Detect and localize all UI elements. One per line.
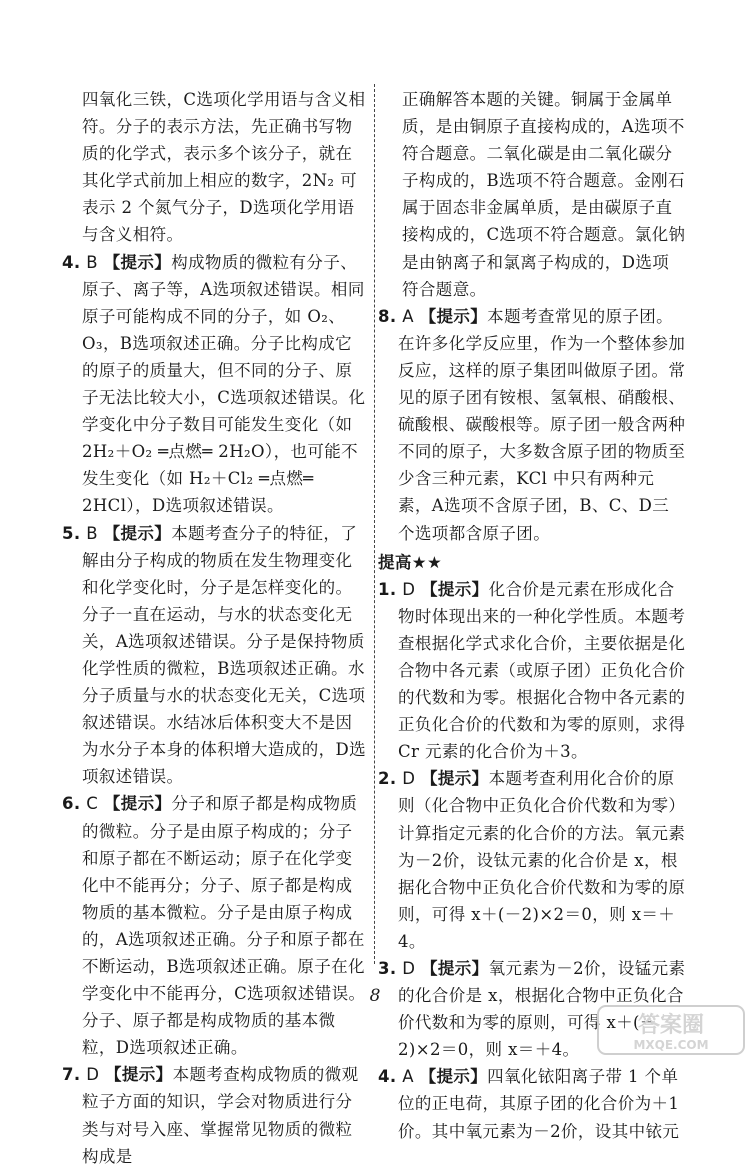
answer-item-1: 1. D 【提示】化合价是元素在形成化合物时体现出来的一种化学性质。本题考查根据化学式求化合价，主要依据是化合物中各元素（或原子团）正负化合价的代数和为零。根据化合物中各元素的正负化合价的代数和为零的原则，求得 Cr 元素的化合价为＋3。 — [378, 579, 686, 762]
answer-item-4b: 4. A 【提示】四氧化铱阳离子带 1 个单位的正电荷，其原子团的化合价为＋1价。其中氧元素为－2价，设其中铱元 — [378, 1067, 680, 1141]
answer-item-5: 5. B 【提示】本题考查分子的特征，了解由分子构成的物质在发生物理变化和化学变化时，分子是怎样变化的。分子一直在运动，与水的状态变化无关，A选项叙述错误。分子是保持物质化学性质的微粒，B选项叙述正确。水分子质量与水的状态变化无关，C选项叙述错误。水结冰后体积变大不是因为水分子本身的体积增大造成的，D选项叙述错误。 — [62, 523, 367, 787]
answer-item-7: 7. D 【提示】本题考查构成物质的微观粒子方面的知识，学会对物质进行分类与对号入座、掌握常见物质的微粒构成是 — [62, 1065, 359, 1166]
answer-item-6: 6. C 【提示】分子和原子都是构成物质的微粒。分子是由原子构成的；分子和原子都在不断运动；原子在化学变化中不能再分；分子、原子都是构成物质的基本微粒。分子是由原子构成的，A选项叙述正确。分子和原子都在不断运动，B选项叙述正确。原子在化学变化中不能再分，C选项叙述错误。分子、原子都是构成物质的基本微粒，D选项叙述正确。 — [62, 794, 366, 1058]
continued-paragraph: 正确解答本题的关键。铜属于金属单质，是由铜原子直接构成的，A选项不符合题意。二氧化碳是由二氧化碳分子构成的，B选项不符合题意。金刚石属于固态非金属单质，是由碳原子直接构成的，C选项不符合题意。氯化钠是由钠离子和氯离子构成的，D选项符合题意。 — [402, 90, 686, 299]
left-column — [62, 86, 367, 1170]
svg-text:MXQE.COM: MXQE.COM — [633, 1038, 709, 1052]
answer-item-4: 4. B 【提示】构成物质的微粒有分子、原子、离子等，A选项叙述错误。相同原子可能构成不同的分子，如 O₂、O₃，B选项叙述正确。分子比构成它的原子的质量大，但不同的分子、原子无法比较大小，C选项叙述错误。化学变化中分子数目可能发生变化（如 2H₂＋O₂ ═点燃═ 2H₂O），也可能不发生变化（如 H₂＋Cl₂ ═点燃═ 2HCl），D选项叙述错误。 — [62, 252, 366, 516]
watermark-logo — [596, 1004, 746, 1056]
section-title: 提高★★ — [378, 552, 443, 572]
answer-item-8: 8. A 【提示】本题考查常见的原子团。在许多化学反应里，作为一个整体参加反应，这样的原子集团叫做原子团。常见的原子团有铵根、氢氧根、硝酸根、硫酸根、碳酸根等。原子团一般含两种不同的原子，大多数含原子团的物质至少含三种元素，KCl 中只有两种元素，A选项不含原子团，B、C、D三个选项都含原子团。 — [378, 306, 686, 543]
column-divider — [374, 84, 375, 964]
answer-item-3: 3. D 【提示】氧元素为－2价，设锰元素的化合价是 x，根据化合物中正负化合价代数和为零的原则，可得 x＋(－2)×2＝0，则 x＝＋4。 — [378, 959, 686, 1060]
page-number: 8 — [369, 986, 381, 1006]
answer-item-2: 2. D 【提示】本题考查利用化合价的原则（化合物中正负化合价代数和为零）计算指定元素的化合价的方法。氧元素为－2价，设钛元素的化合价是 x，根据化合物中正负化合价代数和为零的原则，可得 x＋(－2)×2＝0，则 x＝＋4。 — [378, 769, 686, 951]
svg-text:答案圈: 答案圈 — [637, 1013, 705, 1038]
continued-paragraph: 四氧化三铁，C选项化学用语与含义相符。分子的表示方法，先正确书写物质的化学式，表示多个该分子，就在其化学式前加上相应的数字，2N₂ 可表示 2 个氮气分子，D选项化学用语与含义相符。 — [82, 90, 366, 245]
